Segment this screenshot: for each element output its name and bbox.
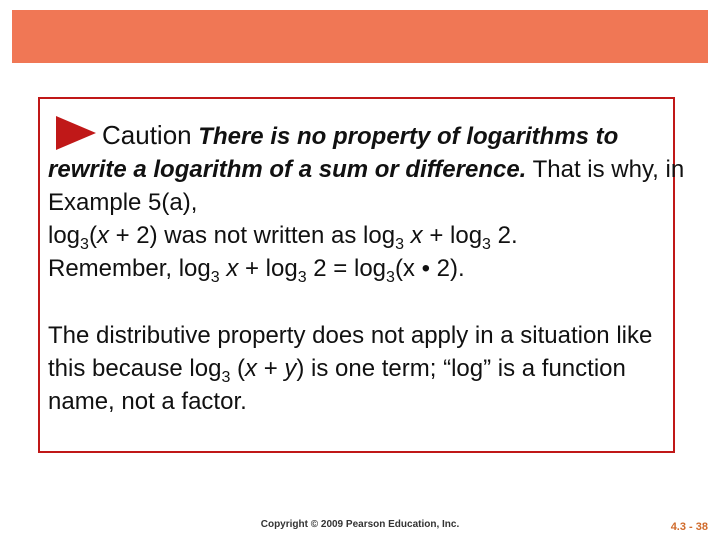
caution-heading: Caution [102, 120, 192, 150]
triangle-pointer-icon [56, 116, 96, 150]
caution-paragraph: Caution There is no property of logarithms to rewrite a logarithm of a sum or difference. That is why, in Example 5(a), $\log_3(x + 2)$ was not written as $\log_3 x + \log_3 2$. Remember, $\log_3 x + \log_3 2 = \log_3(x$ • 2). [48, 116, 688, 285]
copyright-notice: Copyright © 2009 Pearson Education, Inc. [260, 519, 460, 530]
page-number: 4.3 - 38 [670, 521, 708, 533]
distributive-paragraph: The distributive property does not apply in a situation like this because $\log_3 (x + y)$ is one term; “log” is a function name, not a factor. [48, 322, 653, 415]
caution-lead: There is no property of logarithms to rewrite a logarithm of a sum or difference. [48, 123, 619, 183]
title-banner [12, 10, 708, 63]
caution-text: That is why, in Example 5(a), [48, 156, 685, 216]
